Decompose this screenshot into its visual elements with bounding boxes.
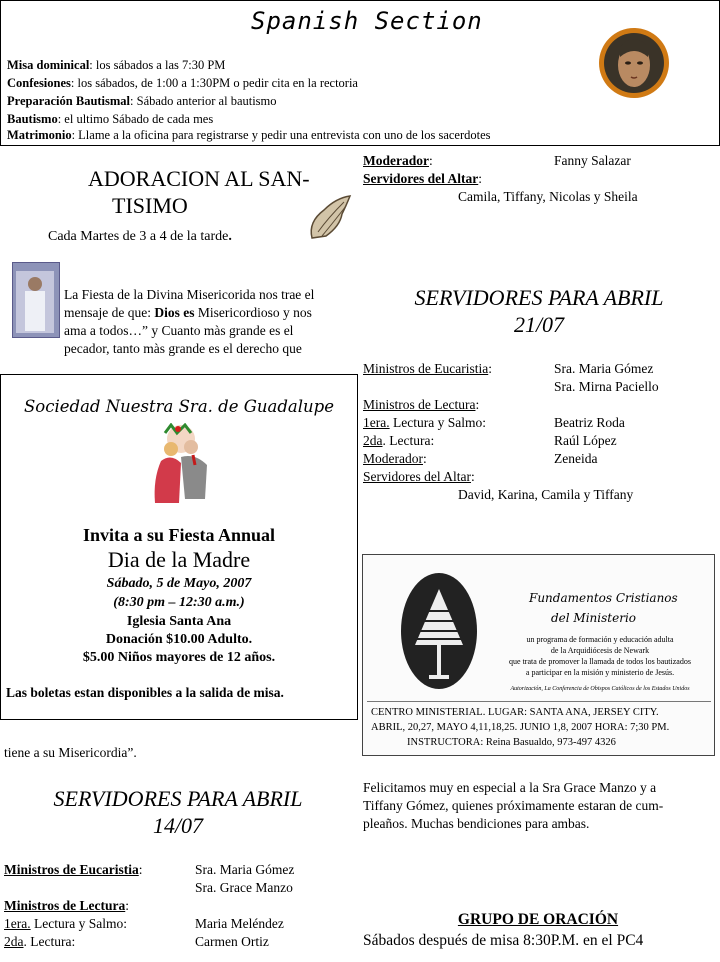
abril21-second-reader: Raúl López — [554, 433, 617, 448]
divine-mercy-image — [12, 262, 60, 338]
invita-line: Invita a su Fiesta Annual — [82, 525, 276, 545]
donacion-line: Donación $10.00 Adulto. — [105, 632, 253, 647]
abril14-eucaristia-name2: Sra. Grace Manzo — [195, 880, 293, 895]
abril21-moderador-label: Moderador: — [363, 451, 427, 466]
abril14-first-reading: 1era. Lectura y Salmo: — [4, 916, 127, 931]
abril21-lectura-label: Ministros de Lectura: — [363, 397, 480, 412]
fundamentos-line4: a participar en la misión y ministerio de Jesús. — [525, 668, 675, 677]
abril21-title-line2: 21/07 — [513, 312, 565, 337]
fundamentos-line1: un programa de formación y educación adulta — [526, 635, 674, 644]
sociedad-title: Sociedad Nuestra Sra. de Guadalupe — [24, 397, 334, 416]
page-title: Spanish Section — [251, 7, 483, 35]
misa-dominical-line: Misa dominical: los sábados a las 7:30 PM — [7, 58, 226, 72]
adoracion-title-line2: TISIMO — [112, 193, 188, 218]
centro-line2: ABRIL, 20,27, MAYO 4,11,18,25. JUNIO 1,8, 2007 HORA: 7;30 PM. — [371, 722, 670, 733]
bautismo-line: Bautismo: el ultimo Sábado de cada mes — [7, 112, 214, 126]
fundamentos-title2: del Ministerio — [551, 611, 637, 625]
moderador-row-top: Moderador: — [363, 153, 433, 168]
fundamentos-line2: de la Arquidiócesis de Newark — [550, 646, 650, 655]
centro-line1: CENTRO MINISTERIAL. LUGAR: SANTA ANA, JERSEY CITY. — [371, 707, 659, 718]
dancing-couple-image — [145, 423, 215, 507]
abril21-servidores-label: Servidores del Altar: — [363, 469, 475, 484]
abril14-title-line2: 14/07 — [152, 813, 204, 838]
felicitamos-line2: Tiffany Gómez, quienes próximamente estaran de cum- — [363, 798, 664, 813]
moderador-name-top: Fanny Salazar — [554, 153, 631, 168]
lugar-line: Iglesia Santa Ana — [126, 614, 232, 629]
abril14-title-line1: SERVIDORES PARA ABRIL — [53, 786, 303, 811]
servidores-label-top: Servidores del Altar: — [363, 171, 483, 186]
fundamentos-title1: Fundamentos Cristianos — [529, 591, 678, 605]
abril14-eucaristia-label: Ministros de Eucaristia: — [4, 862, 143, 877]
preparacion-line: Preparación Bautismal: Sábado anterior al bautismo — [7, 94, 277, 108]
misericordia-para-line3: ama a todos…” y Cuanto màs grande es el — [64, 323, 294, 338]
adoracion-schedule: Cada Martes de 3 a 4 de la tarde. — [48, 229, 232, 244]
grupo-text: Sábados después de misa 8:30P.M. en el PC4 — [363, 932, 644, 949]
abril21-servidores-names: David, Karina, Camila y Tiffany — [458, 487, 634, 502]
abril21-moderador-name: Zeneida — [554, 451, 598, 466]
dia-madre-line: Dia de la Madre — [107, 547, 251, 572]
confesiones-line: Confesiones: los sábados, de 1:00 a 1:30PM o pedir cita en la rectoria — [7, 76, 358, 90]
fecha-line: Sábado, 5 de Mayo, 2007 — [106, 576, 252, 591]
centro-line3: INSTRUCTORA: Reina Basualdo, 973-497 4326 — [407, 737, 616, 748]
virgin-portrait — [598, 27, 670, 99]
abril14-lectura-label: Ministros de Lectura: — [4, 898, 130, 913]
abril21-eucaristia-name2: Sra. Mirna Paciello — [554, 379, 659, 394]
ninos-line: $5.00 Niños mayores de 12 años. — [82, 650, 276, 665]
abril21-first-reading: 1era. Lectura y Salmo: — [363, 415, 486, 430]
abril14-first-reader: Maria Meléndez — [195, 916, 284, 931]
abril21-eucaristia-name1: Sra. Maria Gómez — [554, 361, 654, 376]
praying-hands-icon — [306, 192, 356, 244]
misericordia-continued: tiene a su Misericordia”. — [4, 745, 137, 760]
misericordia-para-line1: La Fiesta de la Divina Misericorida nos trae el — [64, 287, 315, 302]
abril21-eucaristia-label: Ministros de Eucaristia: — [363, 361, 492, 376]
servidores-names-top: Camila, Tiffany, Nicolas y Sheila — [458, 189, 638, 204]
abril14-second-reading: 2da. Lectura: — [4, 934, 76, 949]
fundamentos-line5: Autorización, La Conferencia de Obispos Católicos de los Estados Unidos — [510, 686, 690, 692]
grupo-title: GRUPO DE ORACIÓN — [457, 911, 619, 928]
fundamentos-line3: que trata de promover la llamada de todos los bautizados — [509, 657, 691, 666]
abril21-title-line1: SERVIDORES PARA ABRIL — [414, 285, 664, 310]
adoracion-title-line1: ADORACION AL SAN- — [88, 166, 310, 191]
felicitamos-line3: pleaños. Muchas bendiciones para ambas. — [363, 816, 590, 831]
felicitamos-line1: Felicitamos muy en especial a la Sra Grace Manzo y a — [363, 780, 657, 795]
abril21-first-reader: Beatriz Roda — [554, 415, 625, 430]
abril14-second-reader: Carmen Ortiz — [195, 934, 269, 949]
schedule-header-box — [0, 0, 720, 146]
hora-line: (8:30 pm – 12:30 a.m.) — [113, 595, 245, 610]
misericordia-para-line4: pecador, tanto màs grande es el derecho que — [64, 341, 302, 356]
boletas-line: Las boletas estan disponibles a la salida de misa. — [6, 685, 284, 700]
abril14-eucaristia-name1: Sra. Maria Gómez — [195, 862, 295, 877]
sociedad-box — [0, 374, 358, 720]
misericordia-para-line2: mensaje de que: Dios es Misericordioso y nos — [64, 305, 312, 320]
matrimonio-line: Matrimonio: Llame a la oficina para registrarse y pedir una entrevista con uno de los sacerdotes — [7, 128, 491, 142]
fundamentos-box — [362, 554, 715, 756]
fundamentos-logo — [399, 571, 479, 691]
abril21-second-reading: 2da. Lectura: — [363, 433, 435, 448]
